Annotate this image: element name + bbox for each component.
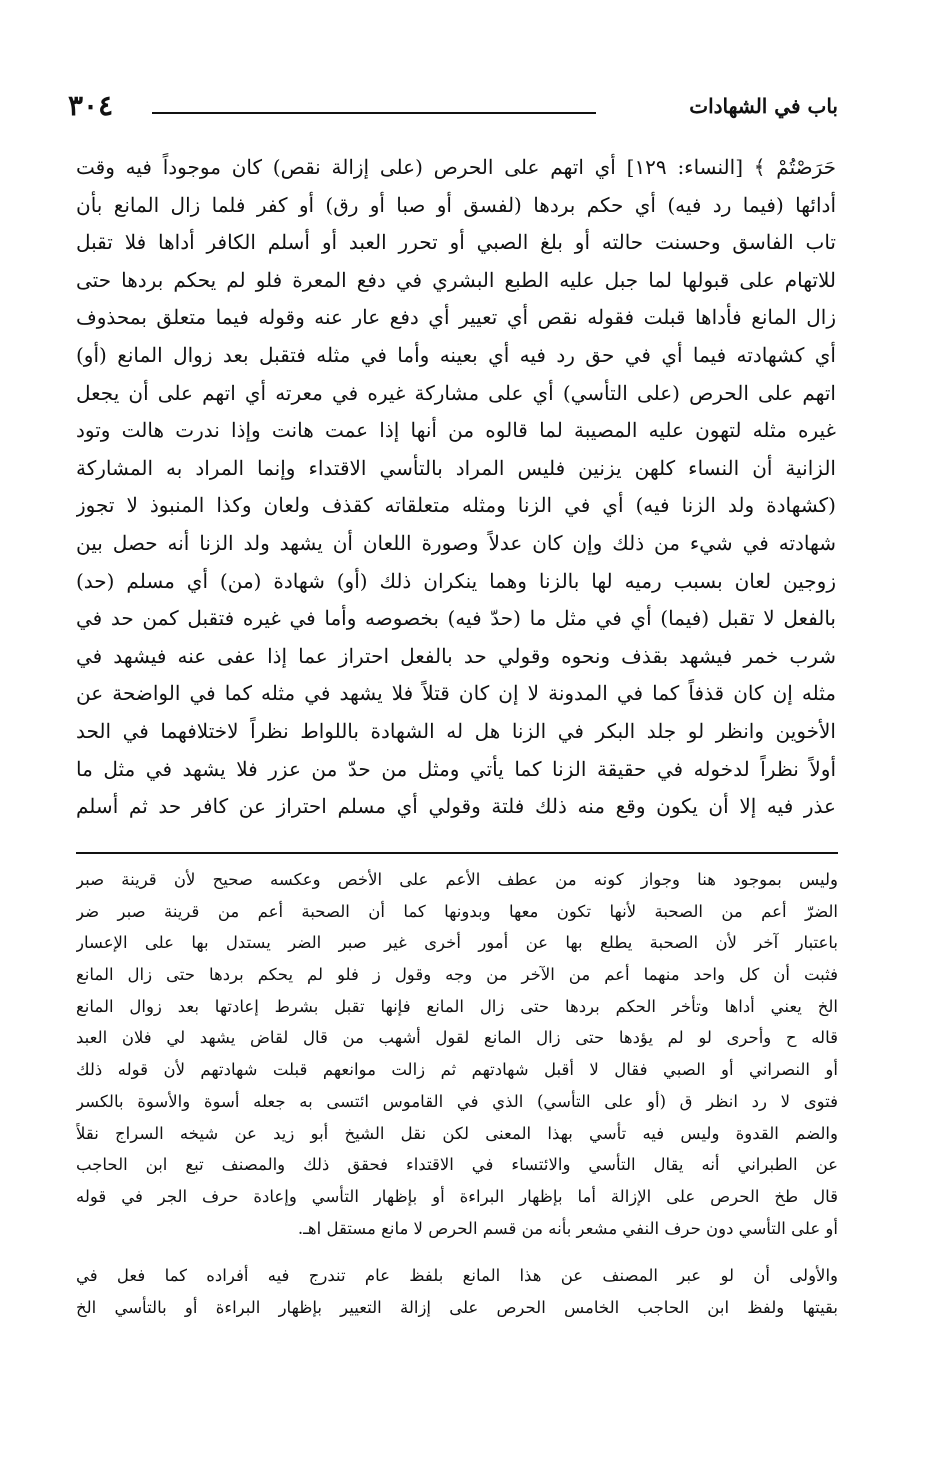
footnote-line: أو النصراني أو الصبي فقال لا أقبل شهادتهم ثم زالت موانعهم قبلت شهادتهم لأن قوله ذلك	[76, 1060, 838, 1080]
page-header	[68, 86, 838, 126]
footnote-line: قال طخ الحرص على الإزالة أما بإظهار البراءة أو بإظهار التأسي وإعادة حرف الجر في قوله	[76, 1186, 838, 1206]
footnote-line: والضم القدوة وليس فيه تأسي بهذا المعنى لكن نقل الشيخ أبو زيد عن شيخه السراج نقلاً	[76, 1123, 838, 1143]
main-text-line: أدائها (فيما رد فيه) أي حكم بردها (لفسق أو صبا أو رق) أو كفر فلما زال المانع بأن	[76, 192, 836, 217]
main-text-line: زال المانع فأداها قبلت فقوله نقص أي تعيير أي دفع عار عنه وقوله فيما متعلق بمحذوف	[76, 305, 836, 330]
header-rule	[152, 112, 596, 114]
footnote-line: الخ يعني أداها وتأخر الحكم بردها حتى زال المانع فإنها تقبل بشرط إعادتها بعد زوال المانع	[76, 996, 838, 1016]
main-text	[76, 149, 836, 826]
main-text-line: بالفعل لا تقبل (فيما) أي في مثل ما (حدّ فيه) بخصوصه وأما في غيره فتقبل كمن حد في	[76, 606, 836, 631]
main-text-line: تاب الفاسق وحسنت حالته أو بلغ الصبي أو تحرر العبد أو أسلم الكافر أداها فلا تقبل	[76, 230, 836, 255]
main-text-line: حَرَصْتُمْ ﴾ [النساء: ١٢٩] أي اتهم على الحرص (على إزالة نقص) كان موجوداً فيه وقت	[76, 155, 836, 179]
footnote-line: باعتبار آخر لأن الصحبة يطلع بها عن أمور أخرى غير صبر الضر يستدل بها على الإعسار	[76, 933, 838, 953]
page-number: ٣٠٤	[68, 89, 114, 122]
main-text-line: (كشهادة ولد الزنا فيه) أي في الزنا ومثله متعلقاته كقذف ولعان وكذا المنبوذ لا تجوز	[76, 493, 836, 518]
main-text-line: شهادته في شيء من ذلك وإن كان عدلاً وصورة اللعان أن يشهد ولد الزنا أنه حصل بين	[76, 530, 836, 555]
main-text-line: اتهم على الحرص (على التأسي) أي على مشاركة غيره في معرته أي اتهم على أن يجعل	[76, 380, 836, 405]
main-text-line: شرب خمر فيشهد بقذف ونحوه وقولي حد بالفعل احتراز عما إذا عفى عنه فيشهد في	[76, 643, 836, 668]
main-text-line: غيره مثله لتهون عليه المصيبة لما قالوه من أنها إذا عمت هانت وإذا ندرت هالت وتود	[76, 418, 836, 443]
footnote-line: الضرّ أعم من الصحبة لأنها تكون معها وبدونها كما أن الصحبة أعم من قرينة صبر ضر	[76, 901, 838, 921]
running-title: باب في الشهادات	[689, 94, 838, 118]
main-text-line: عذر فيه إلا أن يكون وقع منه ذلك فلتة وقولي أي مسلم احتراز عن كافر حد ثم أسلم	[76, 794, 836, 819]
footnote-line: بقيتها ولفظ ابن الحاجب الخامس الحرص على إزالة التعيير بإظهار البراءة أو بالتأسي الخ	[76, 1297, 838, 1317]
footnote-line: وليس بموجود هنا وجواز كونه من عطف الأعم على الأخص وعكسه صحيح لأن قرينة صبر	[76, 870, 838, 889]
footnote-line: عن الطبراني أنه يقال التأسي والائتساء في الاقتداء فحقق ذلك والمصنف تبع ابن الحاجب	[76, 1155, 838, 1175]
main-text-line: الزانية أن النساء كلهن يزنين فليس المراد بالتأسي الاقتداء وإنما المراد به المشاركة	[76, 455, 836, 480]
main-text-line: مثله إن كان قذفاً كما في المدونة لا إن كان قتلاً فلا يشهد في مثله كما في الواضحة عن	[76, 681, 836, 706]
footnote-line: فتوى لا رد انظر ق (أو على التأسي) الذي في القاموس ائتسى به جعله أسوة والأسوة بالكسر	[76, 1091, 838, 1111]
footnote-line: والأولى أن لو عبر المصنف عن هذا المانع بلفظ عام تندرج فيه أفراده كما فعل في	[76, 1266, 838, 1286]
main-text-line: أولاً نظراً لدخوله في حقيقة الزنا كما يأتي ومثل من حدّ من عزر فلا يشهد في مثل ما	[76, 756, 836, 781]
main-text-line: أي كشهادته فيما أي في حق رد فيه أي بعينه وأما في مثله فتقبل بعد زوال المانع (أو)	[76, 342, 836, 367]
main-text-line: للاتهام على قبولها لما جبل عليه الطبع البشري في دفع المعرة فلو لم يحكم بردها حتى	[76, 267, 836, 292]
main-text-line: زوجين لعان بسبب رميه لها بالزنا وهما ينكران ذلك (أو) شهادة (من) أي مسلم (حد)	[76, 568, 836, 593]
footnote-line: قاله ح وأحرى لو لم يؤدها حتى زال المانع لقول أشهب من قال لقاض يشهد لي فلان العبد	[76, 1028, 838, 1048]
footnote-separator	[76, 852, 838, 854]
footnote-line: أو على التأسي دون حرف النفي مشعر بأنه من قسم الحرص لا مانع مستقل اهـ.	[297, 1218, 838, 1238]
main-text-line: الأخوين وانظر لو جلد البكر في الزنا هل له الشهادة باللواط نظراً لاختلافهما في الحد	[76, 718, 836, 743]
footnotes	[76, 864, 838, 1324]
footnote-line: فثبت أن كل واحد منهما أعم من الآخر من وجه وقول ز فلو لم يحكم بردها حتى زال المانع	[76, 965, 838, 985]
